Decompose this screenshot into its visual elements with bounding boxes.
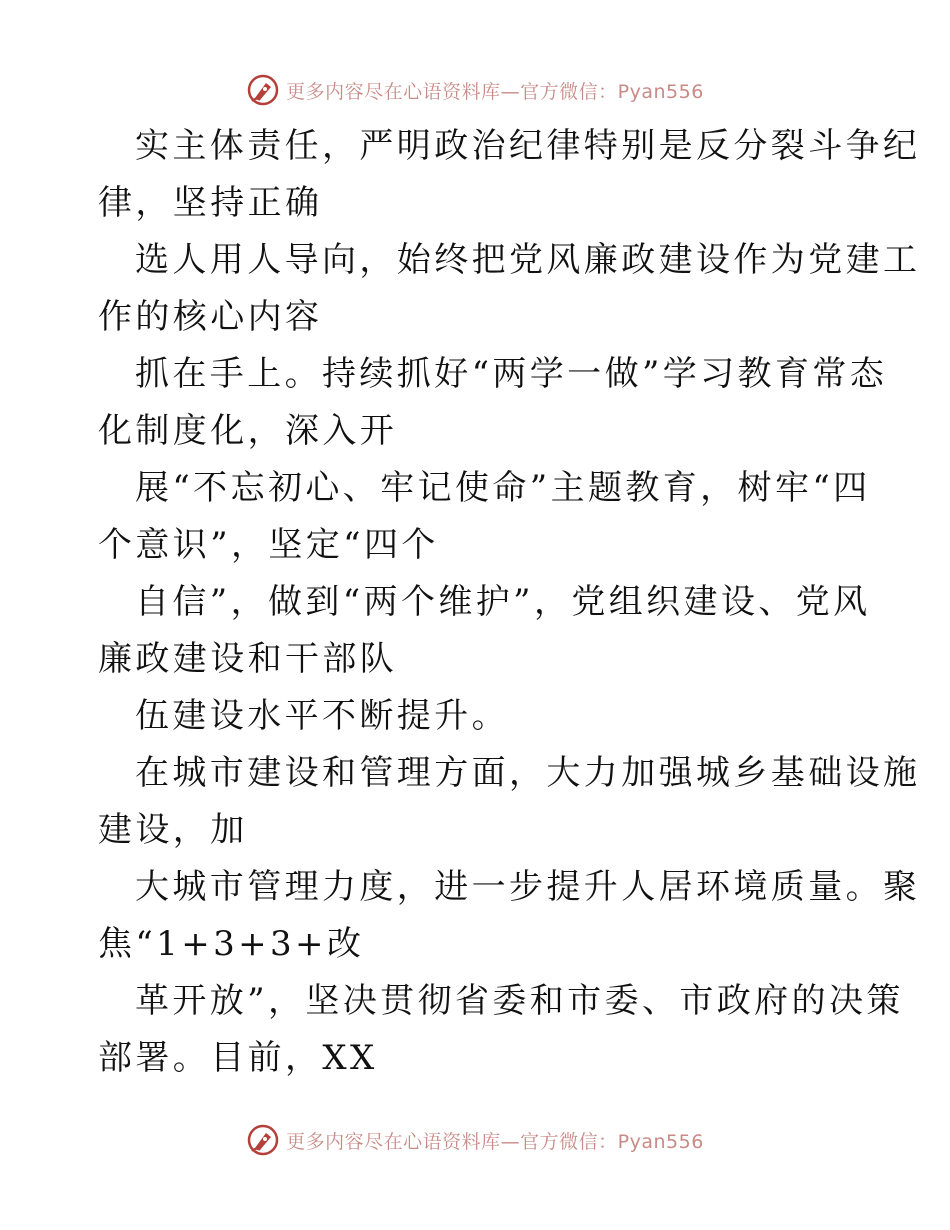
watermark-text: 更多内容尽在心语资料库—官方微信：Pyan556 [286,80,704,103]
body-line: 选人用人导向，始终把党风廉政建设作为党建工 [135,240,921,280]
pen-nib-logo-icon [246,1123,280,1157]
body-line: 革开放”，坚决贯彻省委和市委、市政府的决策 [135,981,904,1021]
body-line: 化制度化，深入开 [98,411,398,451]
header-watermark [0,70,950,110]
body-line: 抓在手上。持续抓好“两学一做”学习教育常态 [135,354,888,394]
body-line: 焦“1+3+3+改 [98,924,365,964]
body-line: 建设，加 [98,810,248,850]
body-line: 廉政建设和干部队 [98,639,398,679]
body-line: 个意识”，坚定“四个 [98,525,439,565]
body-line: 自信”，做到“两个维护”，党组织建设、党风 [135,582,871,622]
footer-watermark [0,1120,950,1160]
body-line: 律，坚持正确 [98,183,323,223]
body-line: 在城市建设和管理方面，大力加强城乡基础设施 [135,753,921,793]
body-line: 大城市管理力度，进一步提升人居环境质量。聚 [135,867,921,907]
document-body [98,118,921,1087]
watermark-text: 更多内容尽在心语资料库—官方微信：Pyan556 [286,1130,704,1153]
body-line: 伍建设水平不断提升。 [135,696,509,736]
pen-nib-logo-icon [246,73,280,107]
body-line: 实主体责任，严明政治纪律特别是反分裂斗争纪 [135,126,921,166]
body-line: 部署。目前，XX [98,1038,378,1078]
body-line: 展“不忘初心、牢记使命”主题教育，树牢“四 [135,468,871,508]
body-line: 作的核心内容 [98,297,323,337]
